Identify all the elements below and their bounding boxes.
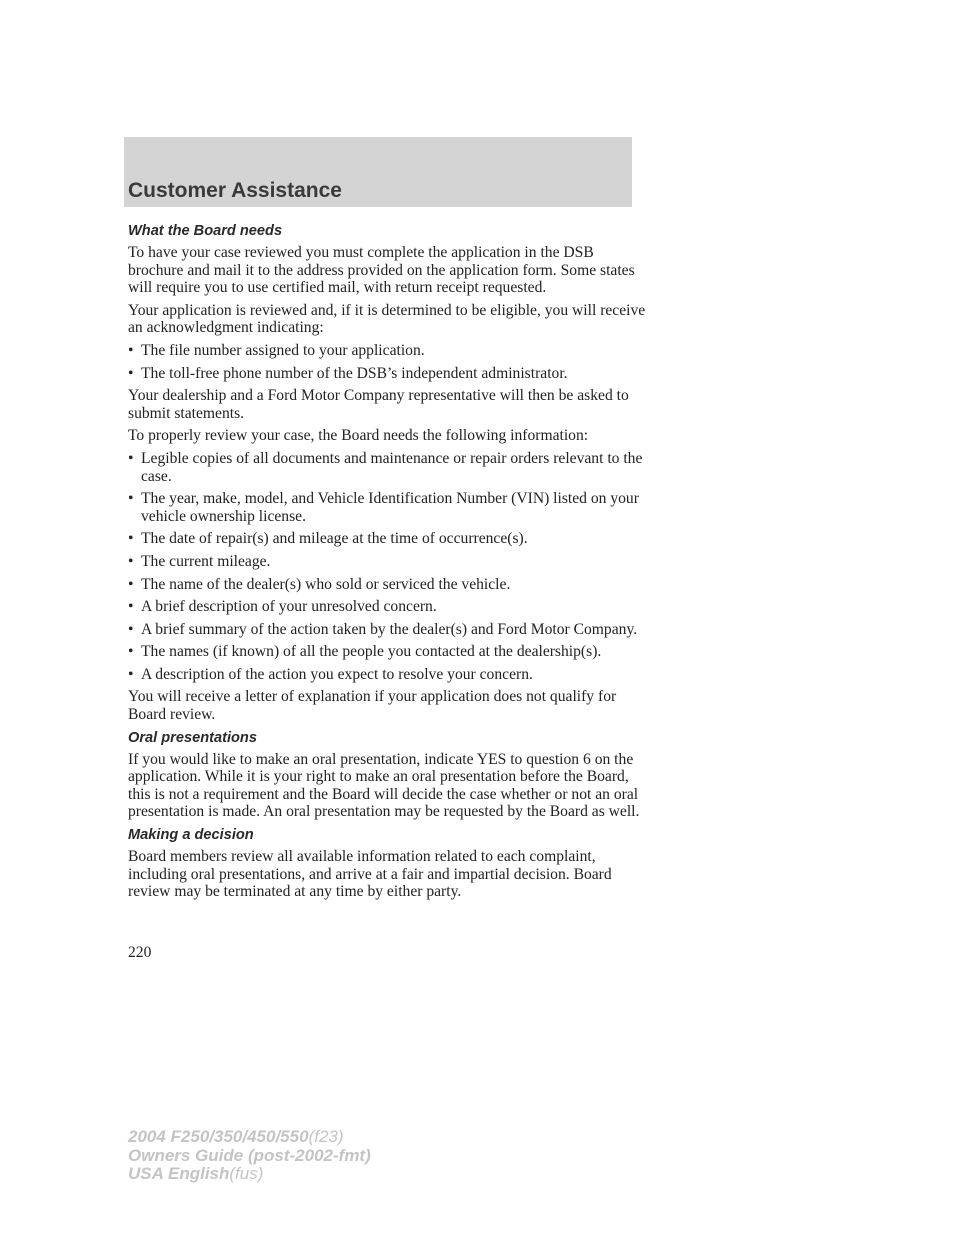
bullet-icon: • bbox=[128, 620, 134, 638]
section-heading-board-needs: What the Board needs bbox=[128, 223, 283, 239]
footer-line-guide: Owners Guide (post-2002-fmt) bbox=[128, 1145, 371, 1165]
paragraph: To properly review your case, the Board needs the following information: bbox=[128, 427, 589, 445]
bullet-icon: • bbox=[128, 364, 134, 382]
information-list bbox=[128, 450, 648, 684]
header-band bbox=[124, 137, 632, 207]
list-item: • A brief description of your unresolved concern. bbox=[128, 598, 437, 616]
document-footer bbox=[128, 1128, 371, 1184]
bullet-icon: • bbox=[128, 643, 134, 661]
bullet-icon: • bbox=[128, 552, 134, 570]
page-content bbox=[128, 223, 648, 906]
bullet-icon: • bbox=[128, 530, 134, 548]
bullet-icon: • bbox=[128, 490, 134, 508]
acknowledgment-list bbox=[128, 342, 648, 382]
section-heading-oral-presentations: Oral presentations bbox=[128, 729, 257, 746]
section-heading-making-a-decision: Making a decision bbox=[128, 827, 254, 844]
list-item: • A brief summary of the action taken by the dealer(s) and Ford Motor Company. bbox=[128, 620, 638, 638]
paragraph: Your dealership and a Ford Motor Company representative will then be asked to submit statements. bbox=[128, 387, 629, 422]
bullet-icon: • bbox=[128, 575, 134, 593]
bullet-icon: • bbox=[128, 341, 134, 359]
page-title: Customer Assistance bbox=[128, 179, 342, 202]
footer-line-language: USA English(fus) bbox=[128, 1164, 264, 1183]
list-item: • The name of the dealer(s) who sold or serviced the vehicle. bbox=[128, 575, 511, 593]
footer-line-model: 2004 F250/350/450/550(f23) bbox=[128, 1127, 344, 1146]
bullet-icon: • bbox=[128, 449, 134, 467]
paragraph: To have your case reviewed you must complete the application in the DSB brochure and mail it to the address provided on the application form. Some states will require you to use certified mail, with return receipt requested. bbox=[128, 244, 635, 297]
bullet-icon: • bbox=[128, 598, 134, 616]
list-item: • The date of repair(s) and mileage at the time of occurrence(s). bbox=[128, 530, 528, 548]
list-item: • Legible copies of all documents and maintenance or repair orders relevant to the case. bbox=[128, 449, 643, 485]
bullet-icon: • bbox=[128, 665, 134, 683]
list-item: • The file number assigned to your application. bbox=[128, 341, 425, 359]
list-item: • A description of the action you expect to resolve your concern. bbox=[128, 665, 533, 683]
list-item: • The year, make, model, and Vehicle Identification Number (VIN) listed on your vehicle ownership license. bbox=[128, 490, 639, 525]
paragraph: If you would like to make an oral presentation, indicate YES to question 6 on the application. While it is your right to make an oral presentation before the Board, this is not a requirement and the Board will decide the case whether or not an oral presentation is made. An oral presentation may be requested by the Board as well. bbox=[128, 750, 640, 821]
list-item: • The toll-free phone number of the DSB’s independent administrator. bbox=[128, 364, 568, 382]
paragraph: You will receive a letter of explanation if your application does not qualify for Board review. bbox=[128, 688, 617, 724]
page-number: 220 bbox=[128, 944, 152, 961]
list-item: • The current mileage. bbox=[128, 552, 271, 570]
paragraph: Board members review all available information related to each complaint, including oral presentations, and arrive at a fair and impartial decision. Board review may be terminated at any time by either party. bbox=[128, 848, 612, 901]
list-item: • The names (if known) of all the people you contacted at the dealership(s). bbox=[128, 643, 602, 661]
paragraph: Your application is reviewed and, if it is determined to be eligible, you will receive an acknowledgment indicating: bbox=[128, 301, 646, 337]
